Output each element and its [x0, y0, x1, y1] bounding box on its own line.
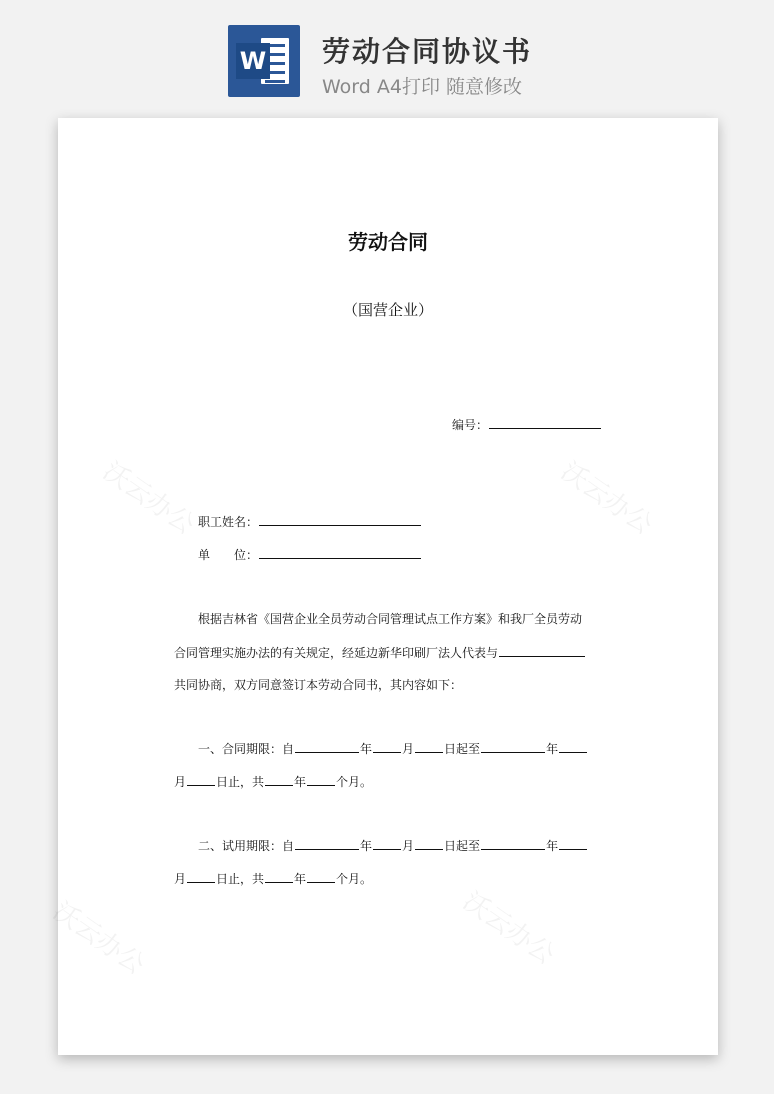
unit-label-second: 位：: [234, 548, 259, 562]
word-letter: W: [236, 43, 270, 79]
term-prefix: 一、合同期限：自: [198, 742, 295, 756]
intro-line-1: 根据吉林省《国营企业全员劳动合同管理试点工作方案》和我厂全员劳动: [198, 612, 583, 626]
probation-start-month-blank[interactable]: [373, 837, 401, 850]
term-month-2: 月: [174, 775, 187, 789]
unit-label-first: 单: [198, 548, 211, 562]
probation-total-years-blank[interactable]: [265, 870, 293, 883]
unit-blank[interactable]: [259, 546, 421, 559]
term-day-to: 日止，共: [216, 775, 265, 789]
employee-name-line: [198, 513, 422, 530]
probation-day-to: 日止，共: [216, 872, 265, 886]
watermark: 沃云办公: [457, 886, 560, 971]
term-year-2: 年: [546, 742, 559, 756]
probation-month-2: 月: [174, 872, 187, 886]
number-line: [452, 416, 602, 433]
header-title: 劳动合同协议书: [322, 35, 533, 68]
term-day-from: 日起至: [444, 742, 481, 756]
probation-end-month-blank[interactable]: [559, 837, 587, 850]
watermark: 沃云办公: [97, 456, 200, 541]
term-year-3: 年: [294, 775, 307, 789]
term-year: 年: [360, 742, 373, 756]
probation-end-year-blank[interactable]: [481, 837, 545, 850]
term-start-year-blank[interactable]: [295, 740, 359, 753]
probation-end-day-blank[interactable]: [187, 870, 215, 883]
intro-line-3: 共同协商，双方同意签订本劳动合同书，其内容如下：: [174, 678, 463, 692]
word-icon: [228, 25, 300, 97]
watermark: 沃云办公: [555, 456, 658, 541]
probation-start-year-blank[interactable]: [295, 837, 359, 850]
document-title: 劳动合同: [348, 230, 428, 254]
term-end-year-blank[interactable]: [481, 740, 545, 753]
document-page: [47, 118, 718, 1055]
term-end-month-blank[interactable]: [559, 740, 587, 753]
employee-name-blank[interactable]: [259, 513, 421, 526]
representative-blank[interactable]: [499, 644, 585, 657]
number-label: 编号：: [452, 418, 489, 432]
probation-prefix: 二、试用期限：自: [198, 839, 295, 853]
employee-name-label: 职工姓名：: [198, 515, 259, 529]
term-months: 个月。: [336, 775, 373, 789]
intro-line-2: [174, 644, 586, 661]
probation-day-from: 日起至: [444, 839, 481, 853]
probation-year-3: 年: [294, 872, 307, 886]
term-total-years-blank[interactable]: [265, 773, 293, 786]
term-line-1: [198, 740, 588, 757]
probation-total-months-blank[interactable]: [307, 870, 335, 883]
header-subtitle: Word A4打印 随意修改: [322, 76, 523, 98]
term-start-month-blank[interactable]: [373, 740, 401, 753]
probation-year-2: 年: [546, 839, 559, 853]
page-header: [0, 0, 774, 118]
number-blank[interactable]: [489, 416, 601, 429]
term-start-day-blank[interactable]: [415, 740, 443, 753]
probation-line-1: [198, 837, 588, 854]
probation-months: 个月。: [336, 872, 373, 886]
term-total-months-blank[interactable]: [307, 773, 335, 786]
probation-month: 月: [402, 839, 415, 853]
intro-line-2-text: 合同管理实施办法的有关规定，经延边新华印刷厂法人代表与: [174, 646, 499, 660]
probation-year: 年: [360, 839, 373, 853]
unit-line: [198, 546, 422, 563]
term-month: 月: [402, 742, 415, 756]
probation-start-day-blank[interactable]: [415, 837, 443, 850]
watermark: 沃云办公: [47, 896, 150, 981]
term-line-2: [174, 773, 372, 790]
probation-line-2: [174, 870, 372, 887]
document-subtitle: （国营企业）: [342, 301, 433, 319]
term-end-day-blank[interactable]: [187, 773, 215, 786]
